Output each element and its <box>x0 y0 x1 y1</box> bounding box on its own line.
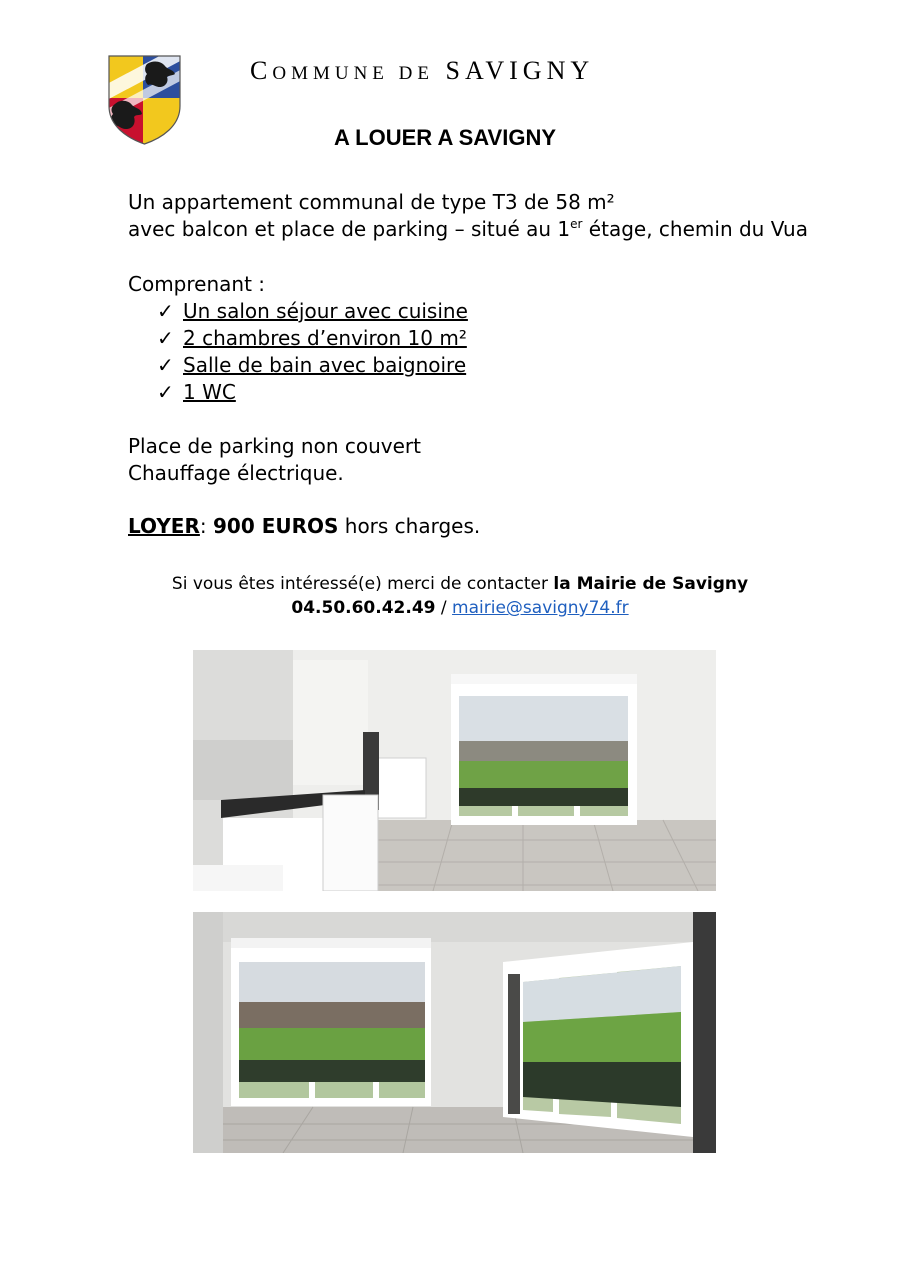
contact-separator: / <box>435 598 453 618</box>
comprenant-label: Comprenant : <box>128 272 266 296</box>
phone-number: 04.50.60.42.49 <box>291 598 436 618</box>
check-icon: ✓ <box>157 380 174 404</box>
email-link[interactable]: mairie@savigny74.fr <box>452 598 629 618</box>
commune-rest: OMMUNE DE <box>272 63 434 84</box>
commune-name: SAVIGNY <box>445 56 595 85</box>
commune-first-letter: C <box>250 56 273 85</box>
mairie-name: la Mairie de Savigny <box>553 574 749 594</box>
page-title: A LOUER A SAVIGNY <box>333 125 557 150</box>
intro-line-2-end: étage, chemin du Vua <box>582 217 808 241</box>
feature-label: Salle de bain avec baignoire <box>183 353 467 377</box>
apartment-photo-living-room <box>193 912 716 1153</box>
extras-paragraph <box>128 433 421 487</box>
intro-paragraph <box>128 189 808 243</box>
feature-label: 1 WC <box>183 380 236 404</box>
contact-text: Si vous êtes intéressé(e) merci de contacter <box>171 574 554 594</box>
rent-amount: 900 EUROS <box>212 514 339 538</box>
list-item <box>157 352 468 379</box>
features-list <box>157 298 468 406</box>
heating-line: Chauffage électrique. <box>128 461 344 485</box>
parking-line: Place de parking non couvert <box>128 434 421 458</box>
commune-header <box>250 56 770 86</box>
rent-line <box>128 513 480 540</box>
intro-line-2 <box>128 216 808 243</box>
feature-label: Un salon séjour avec cuisine <box>183 299 468 323</box>
feature-label: 2 chambres d’environ 10 m² <box>183 326 467 350</box>
intro-line-1: Un appartement communal de type T3 de 58 m² <box>128 190 615 214</box>
list-item <box>157 298 468 325</box>
intro-line-2-text: avec balcon et place de parking – situé au 1 <box>128 217 571 241</box>
rent-colon: : <box>199 514 213 538</box>
list-item <box>157 325 468 352</box>
contact-line-2 <box>0 596 900 620</box>
contact-line-1 <box>0 572 900 596</box>
check-icon: ✓ <box>157 353 174 377</box>
contact-block <box>0 572 900 620</box>
rent-label: LOYER <box>128 514 200 538</box>
check-icon: ✓ <box>157 299 174 323</box>
check-icon: ✓ <box>157 326 174 350</box>
list-item <box>157 379 468 406</box>
floor-superscript: er <box>570 217 583 231</box>
apartment-photo-kitchen <box>193 650 716 891</box>
rent-suffix: hors charges. <box>338 514 481 538</box>
